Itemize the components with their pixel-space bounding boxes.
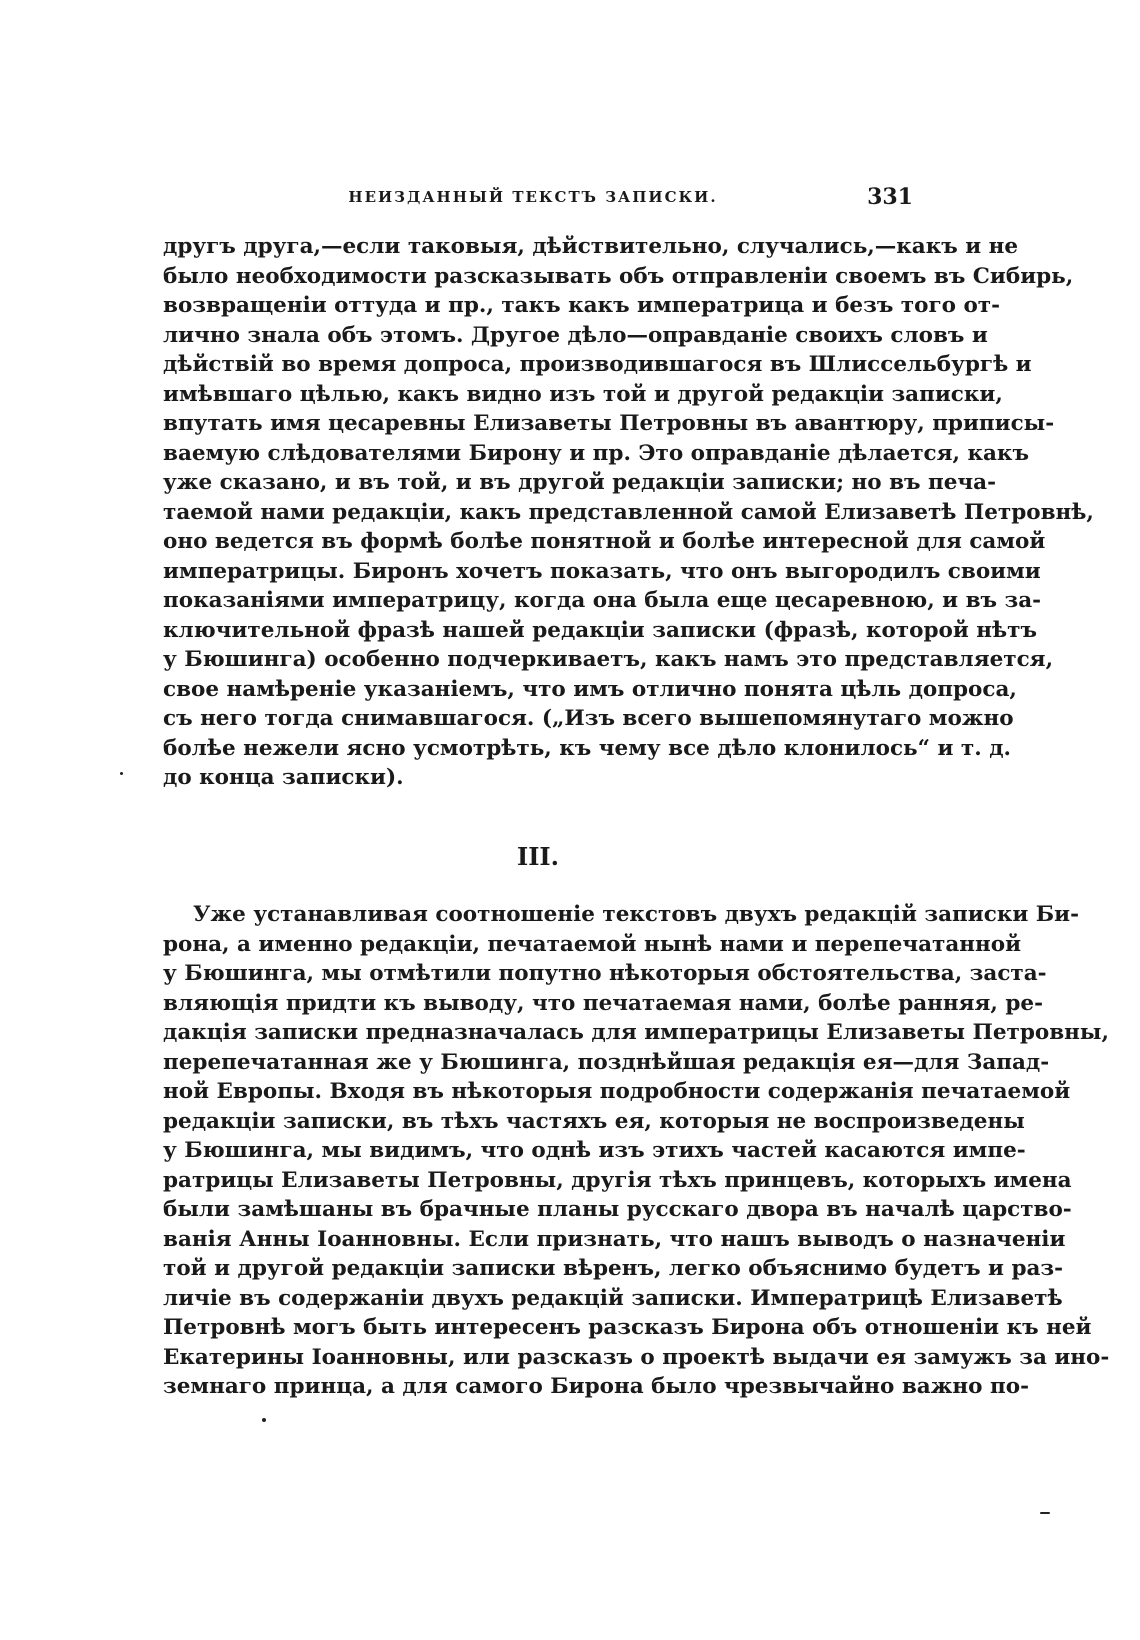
text-line: оно ведется въ формѣ болѣе понятной и болѣе интересной для самой (163, 529, 1046, 554)
paragraph-1 (163, 232, 1094, 793)
page-number: 331 (867, 184, 913, 210)
text-line: у Бюшинга, мы отмѣтили попутно нѣкоторыя обстоятельства, заста- (163, 961, 1047, 986)
text-line: лично знала объ этомъ. Другое дѣло—оправданіе своихъ словъ и (163, 322, 988, 348)
text-line: дѣйствій во время допроса, производившагося въ Шлиссельбургѣ и (163, 352, 1032, 377)
section-heading: III. (516, 842, 560, 871)
text-line: императрицы. Биронъ хочетъ показать, что онъ выгородилъ своими (163, 558, 1041, 584)
text-line: ключительной фразѣ нашей редакціи записки (фразѣ, которой нѣтъ (163, 617, 1037, 643)
text-line: съ него тогда снимавшагося. („Изъ всего вышепомянутаго можно (163, 706, 1014, 731)
text-line: свое намѣреніе указаніемъ, что имъ отлично понята цѣль допроса, (163, 676, 1017, 702)
text-line: рона, а именно редакціи, печатаемой нынѣ нами и перепечатанной (163, 931, 1022, 957)
text-line: перепечатанная же у Бюшинга, позднѣйшая редакція ея—для Запад- (163, 1049, 1050, 1075)
text-line: Уже устанавливая соотношеніе текстовъ двухъ редакцій записки Би- (193, 902, 1080, 927)
text-line: другъ друга,—если таковыя, дѣйствительно, случались,—какъ и не (163, 234, 1019, 259)
page-header (163, 184, 913, 218)
running-title: НЕИЗДАННЫЙ ТЕКСТЪ ЗАПИСКИ. (348, 188, 718, 206)
text-line: возвращеніи оттуда и пр., такъ какъ императрица и безъ того от- (163, 293, 1001, 318)
text-line: Екатерины Іоанновны, или разсказъ о проектѣ выдачи ея замужъ за ино- (163, 1344, 1110, 1370)
scan-speck (1040, 1512, 1050, 1514)
text-line: ванія Анны Іоанновны. Если признать, что нашъ выводъ о назначеніи (163, 1226, 1066, 1252)
text-line: уже сказано, и въ той, и въ другой редакціи записки; но въ печа- (163, 470, 997, 495)
text-line: ратрицы Елизаветы Петровны, другія тѣхъ принцевъ, которыхъ имена (163, 1167, 1072, 1193)
text-line: показаніями императрицу, когда она была еще цесаревною, и въ за- (163, 588, 1042, 613)
scan-speck (262, 1418, 266, 1422)
text-line: у Бюшинга) особенно подчеркиваетъ, какъ намъ это представляется, (163, 647, 1054, 672)
text-line: ваемую слѣдователями Бирону и пр. Это оправданіе дѣлается, какъ (163, 440, 1029, 466)
text-line: были замѣшаны въ брачные планы русскаго двора въ началѣ царство- (163, 1197, 1072, 1222)
text-line: имѣвшаго цѣлью, какъ видно изъ той и другой редакціи записки, (163, 381, 1003, 407)
text-line: той и другой редакціи записки вѣренъ, легко объяснимо будетъ и раз- (163, 1256, 1064, 1281)
text-line: ной Европы. Входя въ нѣкоторыя подробности содержанія печатаемой (163, 1079, 1071, 1104)
paragraph-2 (163, 900, 1110, 1402)
text-line: было необходимости разсказывать объ отправленіи своемъ въ Сибирь, (163, 263, 1074, 289)
text-line: таемой нами редакціи, какъ представленной самой Елизаветѣ Петровнѣ, (163, 499, 1094, 525)
text-line: у Бюшинга, мы видимъ, что однѣ изъ этихъ частей касаются импе- (163, 1138, 1026, 1163)
text-line: вляющія придти къ выводу, что печатаемая нами, болѣе ранняя, ре- (163, 990, 1044, 1016)
text-line: личіе въ содержаніи двухъ редакцій записки. Императрицѣ Елизаветѣ (163, 1285, 1063, 1311)
text-line: дакція записки предназначалась для императрицы Елизаветы Петровны, (163, 1020, 1109, 1045)
text-line: болѣе нежели ясно усмотрѣть, къ чему все дѣло клонилось“ и т. д. (163, 735, 1012, 761)
text-line: до конца записки). (163, 765, 404, 790)
text-line: впутать имя цесаревны Елизаветы Петровны въ авантюру, приписы- (163, 411, 1055, 436)
text-line: редакціи записки, въ тѣхъ частяхъ ея, которыя не воспроизведены (163, 1108, 1025, 1134)
text-line: Петровнѣ могъ быть интересенъ разсказъ Бирона объ отношеніи къ ней (163, 1315, 1092, 1340)
scan-speck (120, 772, 123, 775)
text-line: земнаго принца, а для самого Бирона было чрезвычайно важно по- (163, 1374, 1029, 1399)
